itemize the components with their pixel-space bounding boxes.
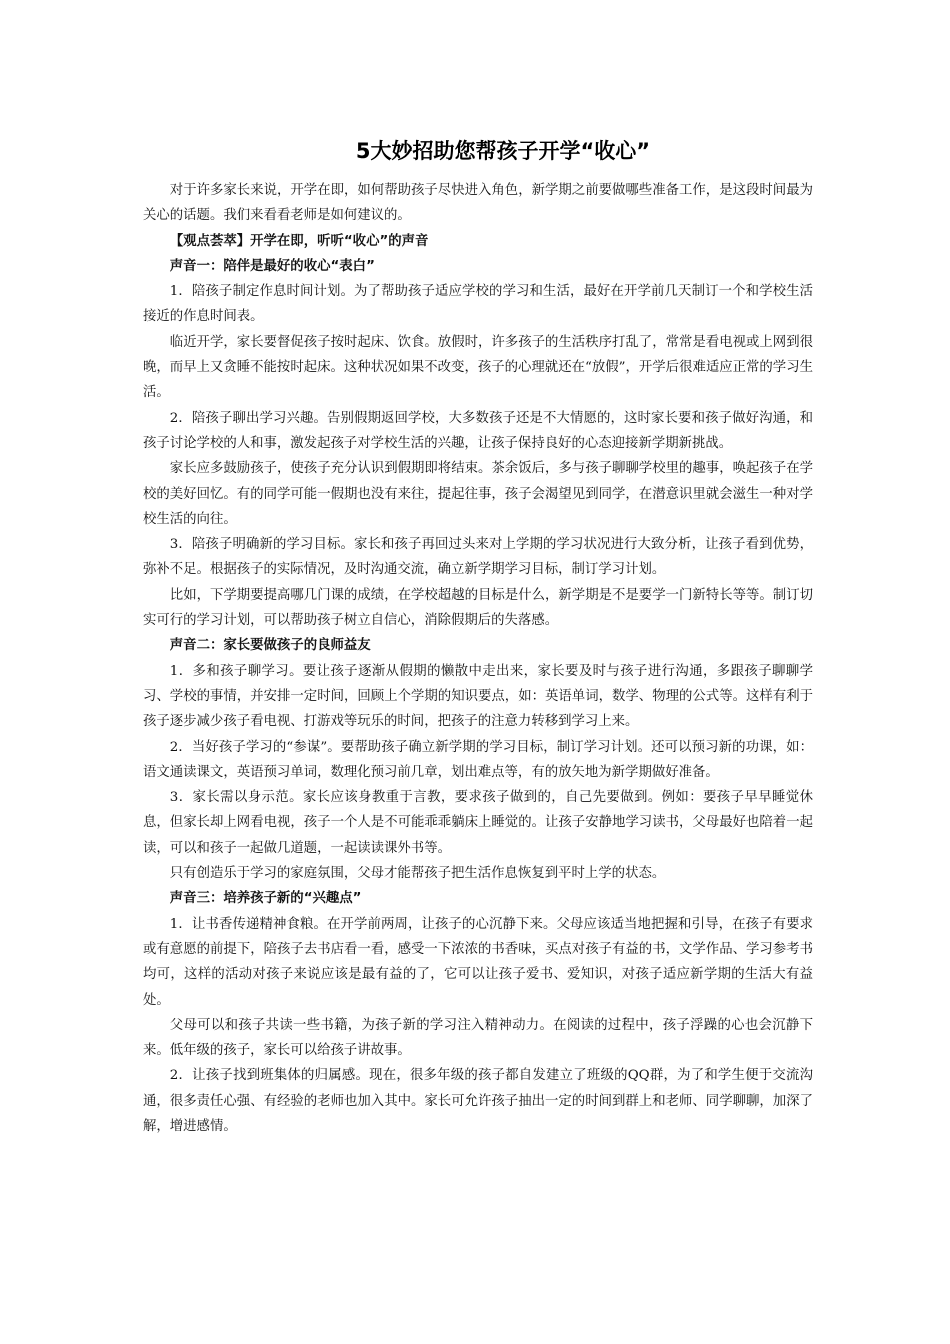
paragraph: 2．让孩子找到班集体的归属感。现在，很多年级的孩子都自发建立了班级的QQ群，为了和学生便于交流沟通，很多责任心强、有经验的老师也加入其中。家长可允许孩子抽出一定的时间到群上和老师、同学聊聊，加深了解，增进感情。 bbox=[143, 1068, 813, 1134]
section-heading-voice-one: 声音一：陪伴是最好的收心“表白” bbox=[169, 258, 375, 274]
paragraph: 1．让书香传递精神食粮。在开学前两周，让孩子的心沉静下来。父母应该适当地把握和引导，在孩子有要求或有意愿的前提下，陪孩子去书店看一看，感受一下浓浓的书香味，买点对孩子有益的书，文学作品、学习参考书均可，这样的活动对孩子来说应该是最有益的了，它可以让孩子爱书、爱知识，对孩子适应新学期的生活大有益处。 bbox=[143, 916, 813, 1008]
paragraph: 2．陪孩子聊出学习兴趣。告别假期返回学校，大多数孩子还是不大情愿的，这时家长要和孩子做好沟通，和孩子讨论学校的人和事，激发起孩子对学校生活的兴趣，让孩子保持良好的心态迎接新学期新挑战。 bbox=[143, 410, 813, 451]
paragraph: 1．多和孩子聊学习。要让孩子逐渐从假期的懒散中走出来，家长要及时与孩子进行沟通，多跟孩子聊聊学习、学校的事情，并安排一定时间，回顾上个学期的知识要点，如：英语单词，数学、物理的公式等。这样有利于孩子逐步减少孩子看电视、打游戏等玩乐的时间，把孩子的注意力转移到学习上来。 bbox=[143, 663, 813, 730]
paragraph: 3．家长需以身示范。家长应该身教重于言教，要求孩子做到的，自己先要做到。例如：要孩子早早睡觉休息，但家长却上网看电视，孩子一个人是不可能乖乖躺床上睡觉的。让孩子安静地学习读书，父母最好也陪着一起读，可以和孩子一起做几道题，一起读读课外书等。 bbox=[143, 790, 813, 856]
paragraph: 比如，下学期要提高哪几门课的成绩，在学校超越的目标是什么，新学期是不是要学一门新特长等等。制订切实可行的学习计划，可以帮助孩子树立自信心，消除假期后的失落感。 bbox=[143, 587, 813, 629]
page-title: 5大妙招助您帮孩子开学“收心” bbox=[355, 139, 651, 163]
section-heading-voice-two: 声音二：家长要做孩子的良师益友 bbox=[169, 638, 371, 654]
paragraph: 家长应多鼓励孩子，使孩子充分认识到假期即将结束。茶余饭后，多与孩子聊聊学校里的趣事，唤起孩子在学校的美好回忆。有的同学可能一假期也没有来往，提起往事，孩子会渴望见到同学，在潜意识里就会滋生一种对学校生活的向往。 bbox=[143, 461, 813, 527]
paragraph: 父母可以和孩子共读一些书籍，为孩子新的学习注入精神动力。在阅读的过程中，孩子浮躁的心也会沉静下来。低年级的孩子，家长可以给孩子讲故事。 bbox=[143, 1017, 813, 1059]
section-heading-voice-three: 声音三：培养孩子新的“兴趣点” bbox=[169, 891, 362, 907]
paragraph: 2．当好孩子学习的“参谋”。要帮助孩子确立新学期的学习目标，制订学习计划。还可以预习新的功课，如：语文通读课文，英语预习单词，数理化预习前几章，划出难点等，有的放矢地为新学期做好准备。 bbox=[143, 739, 813, 780]
paragraph: 1．陪孩子制定作息时间计划。为了帮助孩子适应学校的学习和生活，最好在开学前几天制订一个和学校生活接近的作息时间表。 bbox=[143, 284, 813, 325]
document-body bbox=[143, 178, 813, 1139]
paragraph: 只有创造乐于学习的家庭氛围，父母才能帮孩子把生活作息恢复到平时上学的状态。 bbox=[169, 866, 666, 882]
section-heading-viewpoints: 【观点荟萃】开学在即，听听“收心”的声音 bbox=[169, 233, 429, 249]
paragraph: 3．陪孩子明确新的学习目标。家长和孩子再回过头来对上学期的学习状况进行大致分析，让孩子看到优势，弥补不足。根据孩子的实际情况，及时沟通交流，确立新学期学习目标，制订学习计划。 bbox=[143, 537, 813, 578]
intro-paragraph: 对于许多家长来说，开学在即，如何帮助孩子尽快进入角色，新学期之前要做哪些准备工作，是这段时间最为关心的话题。我们来看看老师是如何建议的。 bbox=[143, 183, 813, 224]
paragraph: 临近开学，家长要督促孩子按时起床、饮食。放假时，许多孩子的生活秩序打乱了，常常是看电视或上网到很晚，而早上又贪睡不能按时起床。这种状况如果不改变，孩子的心理就还在“放假”，开学后很难适应正常的学习生活。 bbox=[143, 334, 813, 401]
